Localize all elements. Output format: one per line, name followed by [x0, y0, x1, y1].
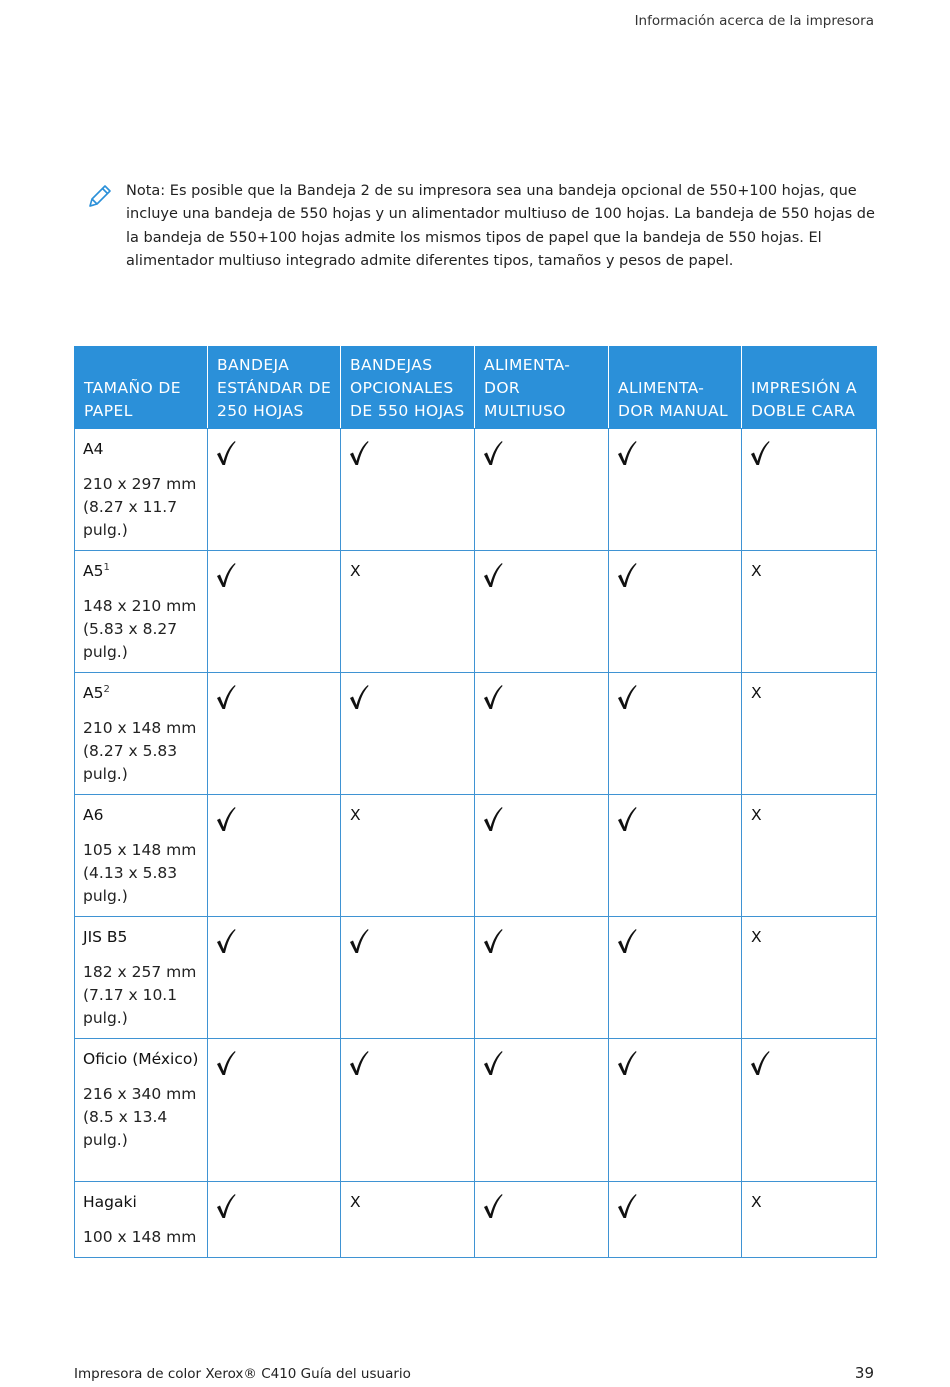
- checkmark-icon: [617, 806, 637, 832]
- paper-size-label: A6: [83, 806, 104, 824]
- support-cell: [475, 795, 609, 917]
- checkmark-icon: [483, 562, 503, 588]
- support-cell: [475, 1182, 609, 1258]
- page-number: 39: [854, 1364, 874, 1382]
- checkmark-icon: [750, 440, 770, 466]
- paper-size-cell: [75, 673, 208, 795]
- checkmark-icon: [617, 1050, 637, 1076]
- paper-size-dimensions: 105 x 148 mm (4.13 x 5.83 pulg.): [83, 841, 197, 905]
- support-cell: [208, 1039, 341, 1182]
- support-cell: [341, 429, 475, 551]
- paper-size-cell: [75, 1182, 208, 1258]
- not-supported-mark: X: [350, 1193, 361, 1211]
- paper-size-label: A5: [83, 684, 104, 702]
- support-cell: [609, 429, 742, 551]
- checkmark-icon: [483, 928, 503, 954]
- note-box: [86, 180, 876, 273]
- paper-size-cell: [75, 551, 208, 673]
- support-cell: [341, 795, 475, 917]
- support-cell: [475, 673, 609, 795]
- table-row: [75, 795, 877, 917]
- checkmark-icon: [617, 1193, 637, 1219]
- checkmark-icon: [216, 1050, 236, 1076]
- support-cell: [609, 1039, 742, 1182]
- footnote-reference: 2: [103, 683, 110, 695]
- paper-size-name: [83, 804, 199, 827]
- support-cell: [742, 795, 877, 917]
- checkmark-icon: [483, 684, 503, 710]
- checkmark-icon: [349, 1050, 369, 1076]
- support-cell: [475, 429, 609, 551]
- support-cell: [609, 1182, 742, 1258]
- paper-size-label: A4: [83, 440, 104, 458]
- paper-size-dimensions: 210 x 148 mm (8.27 x 5.83 pulg.): [83, 719, 197, 783]
- paper-size-name: [83, 1048, 199, 1071]
- not-supported-mark: X: [751, 1193, 762, 1211]
- not-supported-mark: X: [751, 562, 762, 580]
- paper-size-label: Oficio (México): [83, 1050, 199, 1068]
- support-cell: [341, 1182, 475, 1258]
- paper-size-cell: [75, 429, 208, 551]
- paper-size-cell: [75, 795, 208, 917]
- checkmark-icon: [349, 928, 369, 954]
- pencil-note-icon: [86, 182, 114, 210]
- not-supported-mark: X: [751, 806, 762, 824]
- support-cell: [742, 673, 877, 795]
- footnote-reference: 1: [103, 561, 110, 573]
- table-row: [75, 917, 877, 1039]
- checkmark-icon: [617, 440, 637, 466]
- support-cell: [208, 917, 341, 1039]
- paper-size-label: JIS B5: [83, 928, 128, 946]
- paper-size-dimensions: 182 x 257 mm (7.17 x 10.1 pulg.): [83, 963, 197, 1027]
- column-header: BANDEJA ESTÁNDAR DE 250 HOJAS: [208, 347, 341, 429]
- paper-size-cell: [75, 917, 208, 1039]
- paper-size-label: Hagaki: [83, 1193, 137, 1211]
- checkmark-icon: [349, 440, 369, 466]
- support-cell: [208, 551, 341, 673]
- paper-size-dimensions: 148 x 210 mm (5.83 x 8.27 pulg.): [83, 597, 197, 661]
- support-cell: [475, 1039, 609, 1182]
- checkmark-icon: [216, 806, 236, 832]
- column-header: ALIMENTA-DOR MULTIUSO: [475, 347, 609, 429]
- support-cell: [208, 795, 341, 917]
- column-header: BANDEJAS OPCIONALES DE 550 HOJAS: [341, 347, 475, 429]
- support-cell: [742, 917, 877, 1039]
- paper-size-name: [83, 1191, 199, 1214]
- checkmark-icon: [617, 928, 637, 954]
- paper-size-name: [83, 560, 199, 583]
- support-cell: [208, 429, 341, 551]
- checkmark-icon: [483, 1050, 503, 1076]
- column-header: IMPRESIÓN A DOBLE CARA: [742, 347, 877, 429]
- support-cell: [609, 917, 742, 1039]
- support-cell: [341, 917, 475, 1039]
- checkmark-icon: [216, 440, 236, 466]
- checkmark-icon: [750, 1050, 770, 1076]
- support-cell: [742, 1182, 877, 1258]
- checkmark-icon: [349, 684, 369, 710]
- column-header: TAMAÑO DE PAPEL: [75, 347, 208, 429]
- column-header: ALIMENTA-DOR MANUAL: [609, 347, 742, 429]
- support-cell: [208, 673, 341, 795]
- checkmark-icon: [216, 928, 236, 954]
- support-cell: [475, 917, 609, 1039]
- support-cell: [341, 551, 475, 673]
- paper-size-cell: [75, 1039, 208, 1182]
- table-row: [75, 429, 877, 551]
- paper-size-dimensions: 100 x 148 mm: [83, 1228, 197, 1246]
- support-cell: [341, 673, 475, 795]
- note-text: Nota: Es posible que la Bandeja 2 de su impresora sea una bandeja opcional de 550+100 hojas, que incluye una bandeja de 550 hojas y un alimentador multiuso de 100 hojas. La bandeja de 550 hojas de la bandeja de 550+100 hojas admite los mismos tipos de papel que la bandeja de 550 hojas. El alimentador multiuso integrado admite diferentes tipos, tamaños y pesos de papel.: [126, 183, 875, 269]
- checkmark-icon: [216, 684, 236, 710]
- paper-size-table: [74, 346, 877, 1258]
- table-body: [75, 429, 877, 1258]
- checkmark-icon: [617, 562, 637, 588]
- checkmark-icon: [483, 440, 503, 466]
- support-cell: [341, 1039, 475, 1182]
- paper-size-name: [83, 926, 199, 949]
- paper-size-dimensions: 210 x 297 mm (8.27 x 11.7 pulg.): [83, 475, 197, 539]
- not-supported-mark: X: [751, 684, 762, 702]
- checkmark-icon: [216, 562, 236, 588]
- paper-size-dimensions: 216 x 340 mm (8.5 x 13.4 pulg.): [83, 1085, 197, 1149]
- checkmark-icon: [483, 1193, 503, 1219]
- support-cell: [609, 551, 742, 673]
- not-supported-mark: X: [350, 806, 361, 824]
- support-cell: [742, 551, 877, 673]
- checkmark-icon: [617, 684, 637, 710]
- support-cell: [742, 429, 877, 551]
- support-cell: [475, 551, 609, 673]
- checkmark-icon: [483, 806, 503, 832]
- paper-size-name: [83, 438, 199, 461]
- table-row: [75, 673, 877, 795]
- support-cell: [609, 795, 742, 917]
- footer-title: Impresora de color Xerox® C410 Guía del usuario: [74, 1366, 411, 1382]
- support-cell: [208, 1182, 341, 1258]
- table-header-row: [75, 347, 877, 429]
- support-cell: [609, 673, 742, 795]
- table-row: [75, 551, 877, 673]
- checkmark-icon: [216, 1193, 236, 1219]
- paper-size-name: [83, 682, 199, 705]
- paper-size-label: A5: [83, 562, 104, 580]
- running-head: Información acerca de la impresora: [634, 13, 874, 29]
- not-supported-mark: X: [751, 928, 762, 946]
- table-row: [75, 1039, 877, 1182]
- table-row: [75, 1182, 877, 1258]
- not-supported-mark: X: [350, 562, 361, 580]
- support-cell: [742, 1039, 877, 1182]
